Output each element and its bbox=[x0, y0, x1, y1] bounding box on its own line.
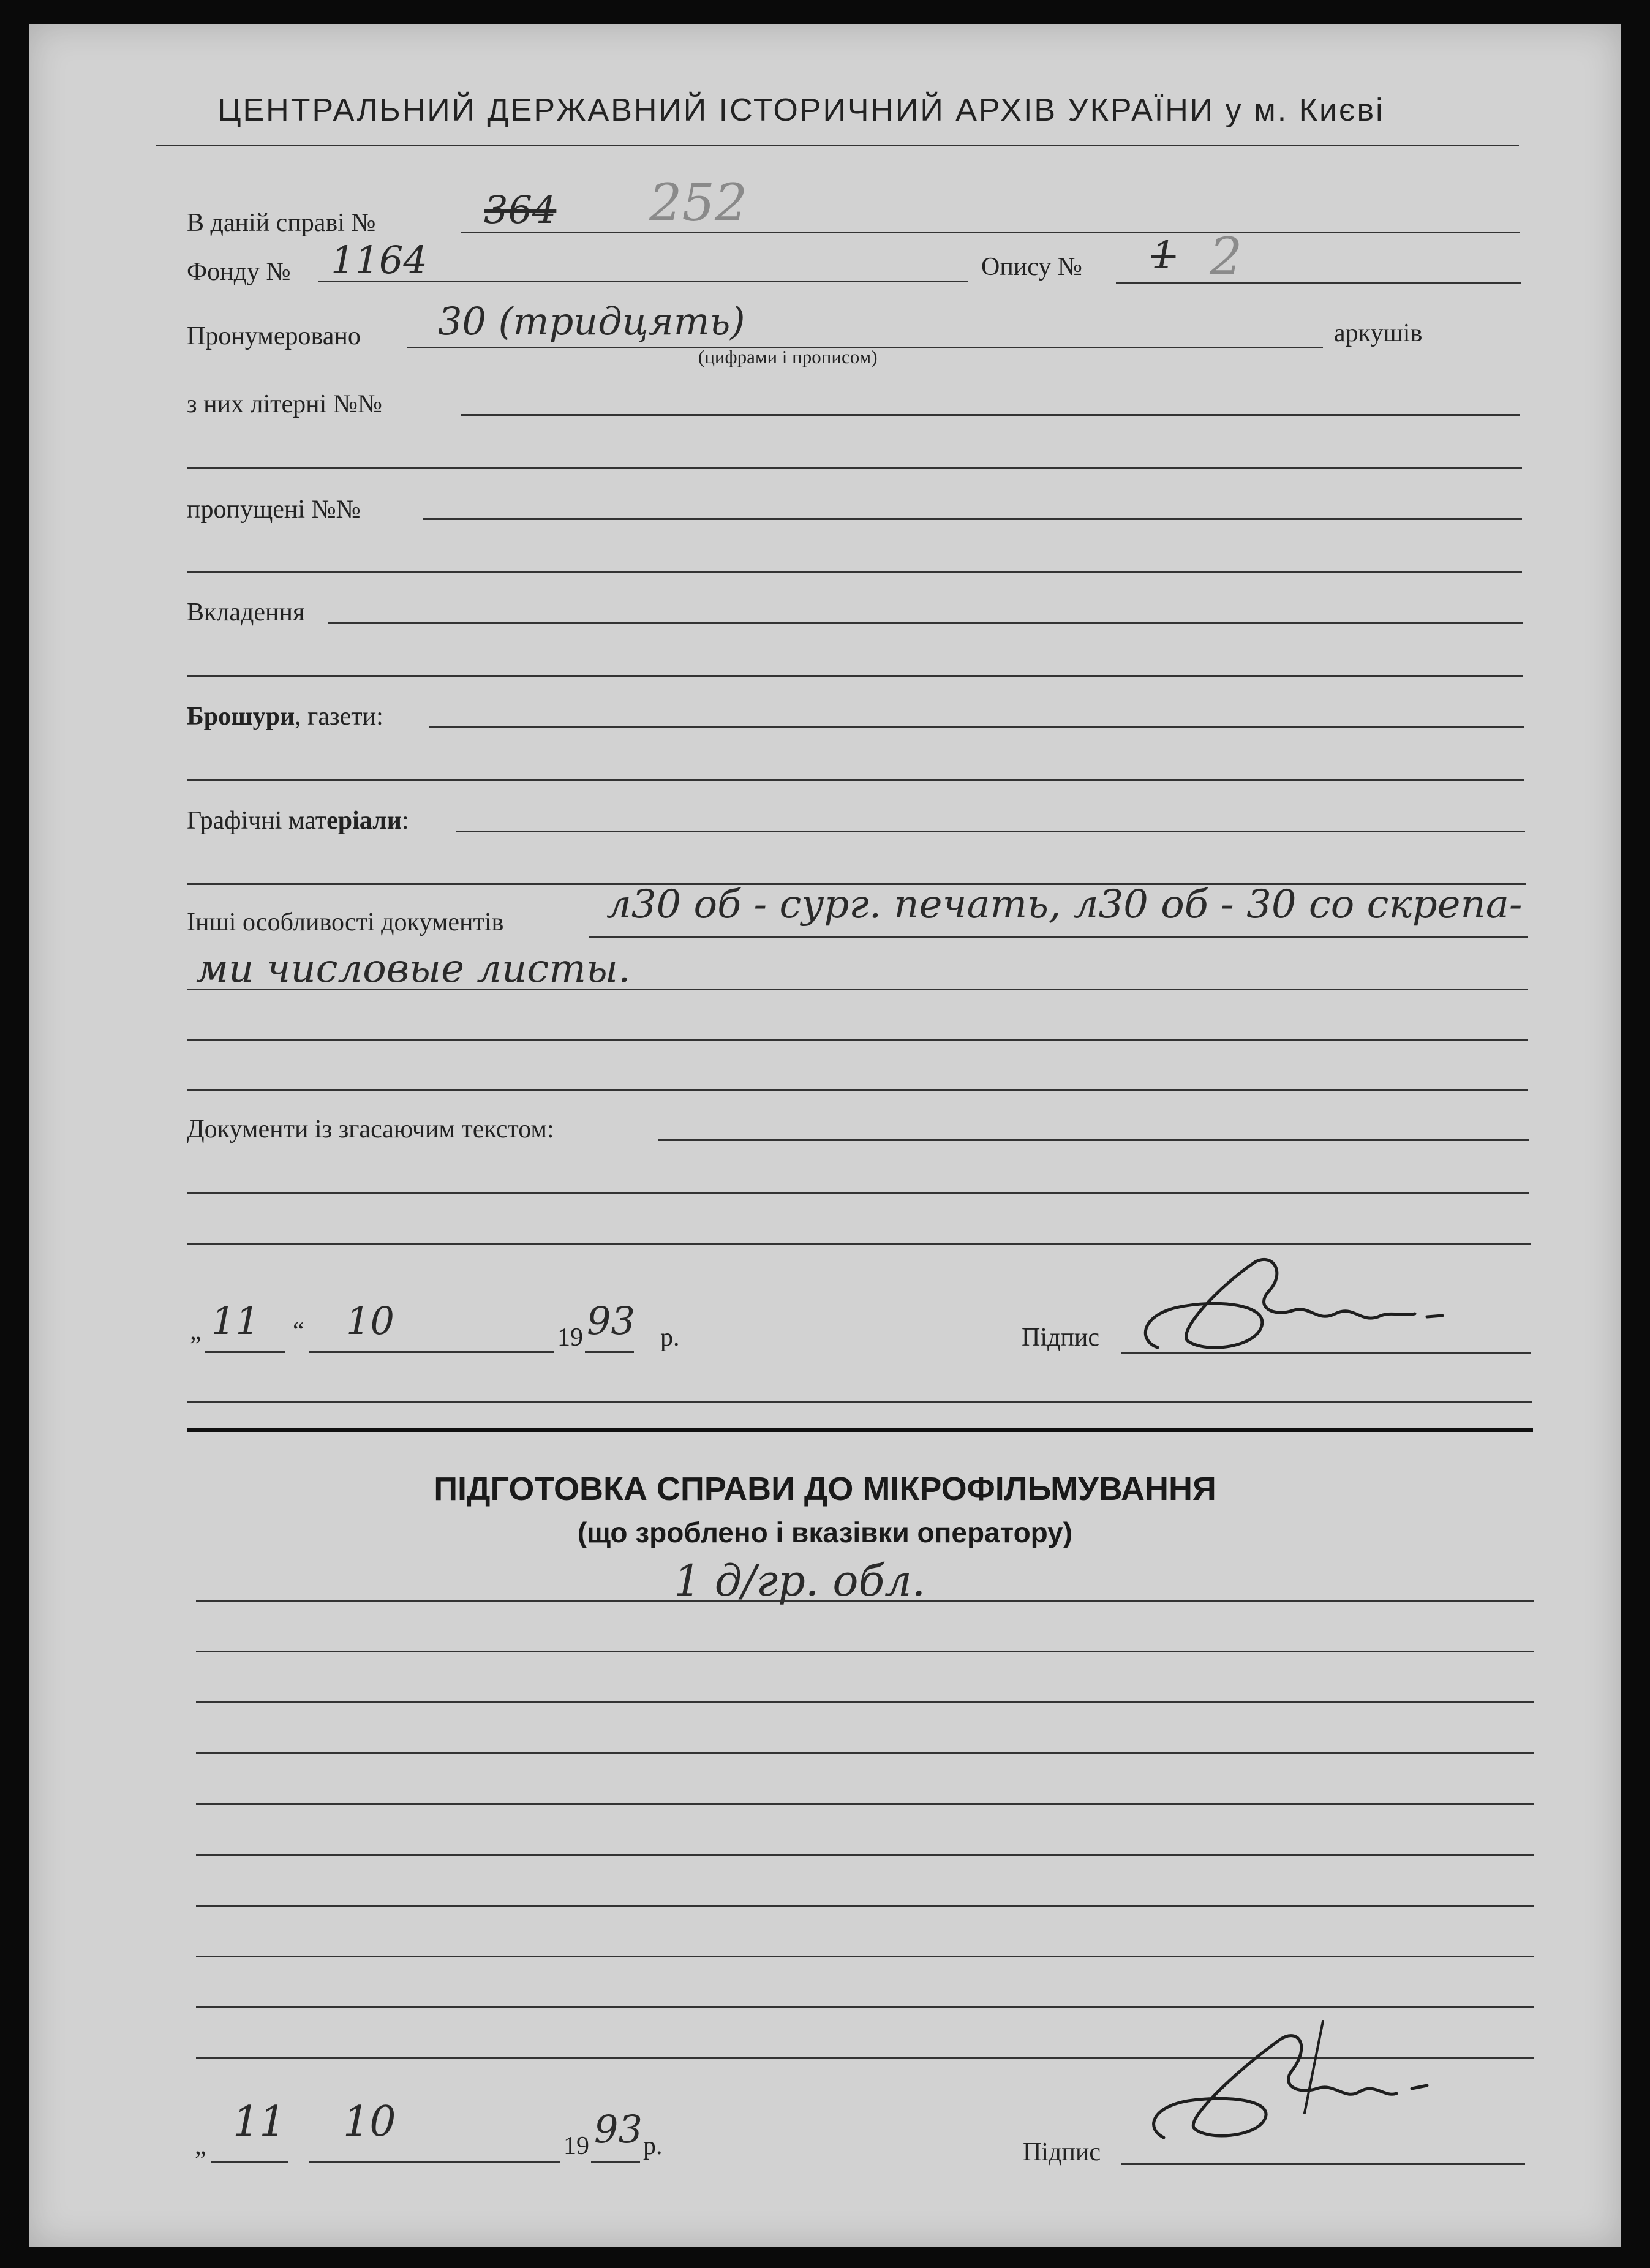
date-day-line bbox=[205, 1351, 285, 1353]
numbered-hint: (цифрами і прописом) bbox=[698, 346, 878, 367]
section-date-day-line bbox=[211, 2161, 288, 2163]
faded-line-3 bbox=[187, 1243, 1531, 1245]
faded-text-label: Документи із згасаючим текстом: bbox=[187, 1115, 554, 1143]
section-year-suffix: 93 bbox=[594, 2107, 642, 2152]
date-month-line bbox=[309, 1351, 554, 1353]
section-date-quote-open: „ bbox=[195, 2132, 206, 2160]
letter-numbers-label: з них літерні №№ bbox=[187, 390, 382, 418]
archive-title: ЦЕНТРАЛЬНИЙ ДЕРЖАВНИЙ ІСТОРИЧНИЙ АРХІВ УКРАЇНИ у м. Києві bbox=[217, 92, 1385, 128]
case-number-struck: 364 bbox=[484, 187, 557, 232]
other-line-2 bbox=[187, 989, 1528, 990]
section-note: 1 д/гр. обл. bbox=[674, 1556, 926, 1606]
brochures-line-1 bbox=[429, 726, 1524, 728]
numbered-value: 30 (тридцять) bbox=[438, 299, 745, 344]
other-features-value-2: ми числовые листы. bbox=[196, 946, 631, 992]
section-line-5 bbox=[196, 1803, 1534, 1805]
signature-mark bbox=[1133, 1249, 1452, 1366]
section-date-month: 10 bbox=[343, 2098, 396, 2146]
section-signature-mark bbox=[1139, 2021, 1458, 2150]
year-suffix: 93 bbox=[587, 1298, 635, 1343]
opys-label: Опису № bbox=[981, 253, 1082, 281]
numbered-label: Пронумеровано bbox=[187, 322, 361, 350]
section-line-9 bbox=[196, 2006, 1534, 2008]
section-year-unit: р. bbox=[643, 2132, 663, 2160]
letter-line-2 bbox=[187, 467, 1522, 469]
opys-value: 2 bbox=[1210, 227, 1243, 287]
section-year-prefix: 19 bbox=[563, 2132, 589, 2160]
skipped-line-1 bbox=[423, 518, 1522, 520]
graphics-label-start: Графічні мат bbox=[187, 807, 327, 835]
date-month: 10 bbox=[346, 1298, 394, 1343]
section-subtitle: (що зроблено і вказівки оператору) bbox=[577, 1516, 1073, 1548]
skipped-line-2 bbox=[187, 571, 1522, 573]
section-date-day: 11 bbox=[233, 2098, 286, 2146]
section-divider bbox=[187, 1428, 1533, 1432]
fond-label: Фонду № bbox=[187, 258, 291, 286]
section-line-4 bbox=[196, 1752, 1534, 1754]
case-line bbox=[461, 232, 1520, 233]
fond-value: 1164 bbox=[331, 238, 428, 282]
section-signature-label: Підпис bbox=[1023, 2138, 1101, 2166]
other-features-label: Інші особливості документів bbox=[187, 908, 504, 936]
enclosures-line-1 bbox=[328, 622, 1523, 624]
brochures-label-rest: , газети: bbox=[295, 703, 383, 731]
faded-line-2 bbox=[187, 1192, 1529, 1194]
case-number: 252 bbox=[649, 173, 748, 233]
opys-struck: 1 bbox=[1151, 233, 1176, 277]
fond-line bbox=[318, 281, 968, 282]
other-line-4 bbox=[187, 1089, 1528, 1091]
date-day: 11 bbox=[211, 1298, 260, 1343]
other-features-value-1: л30 об - сург. печать, л30 об - 30 со скрепа- bbox=[606, 882, 1523, 927]
year-prefix: 19 bbox=[557, 1324, 583, 1352]
section-line-6 bbox=[196, 1854, 1534, 1856]
case-label: В даній справі № bbox=[187, 209, 376, 237]
section-line-3 bbox=[196, 1701, 1534, 1703]
brochures-label bbox=[187, 702, 383, 731]
graphics-line-1 bbox=[456, 831, 1525, 832]
brochures-line-2 bbox=[187, 779, 1524, 781]
other-line-3 bbox=[187, 1039, 1528, 1041]
section-signature-line bbox=[1121, 2163, 1525, 2165]
date-quote-open: „ bbox=[190, 1317, 202, 1346]
section-line-8 bbox=[196, 1956, 1534, 1957]
sheets-label: аркушів bbox=[1334, 319, 1423, 347]
graphics-label-end: : bbox=[401, 807, 409, 835]
year-line bbox=[585, 1351, 634, 1353]
letter-line-1 bbox=[461, 414, 1520, 416]
section-title: ПІДГОТОВКА СПРАВИ ДО МІКРОФІЛЬМУВАННЯ bbox=[434, 1471, 1216, 1507]
date-quote-close: “ bbox=[293, 1317, 304, 1346]
skipped-label: пропущені №№ bbox=[187, 495, 361, 524]
other-line-1 bbox=[589, 936, 1528, 938]
brochures-label-bold: Брошури bbox=[187, 703, 295, 731]
section-line-1 bbox=[196, 1600, 1534, 1602]
section-date-month-line bbox=[309, 2161, 560, 2163]
graphics-label bbox=[187, 806, 409, 835]
enclosures-label: Вкладення bbox=[187, 598, 305, 627]
header-rule bbox=[156, 145, 1519, 146]
faded-line-1 bbox=[658, 1139, 1529, 1141]
opys-line bbox=[1116, 282, 1521, 284]
signature-label: Підпис bbox=[1022, 1324, 1099, 1352]
section-year-line bbox=[591, 2161, 640, 2163]
section-line-7 bbox=[196, 1905, 1534, 1907]
section-line-2 bbox=[196, 1651, 1534, 1652]
enclosures-line-2 bbox=[187, 675, 1523, 677]
graphics-label-bold: еріали bbox=[326, 807, 402, 835]
year-unit: р. bbox=[660, 1324, 680, 1352]
extra-line-1 bbox=[187, 1401, 1532, 1403]
